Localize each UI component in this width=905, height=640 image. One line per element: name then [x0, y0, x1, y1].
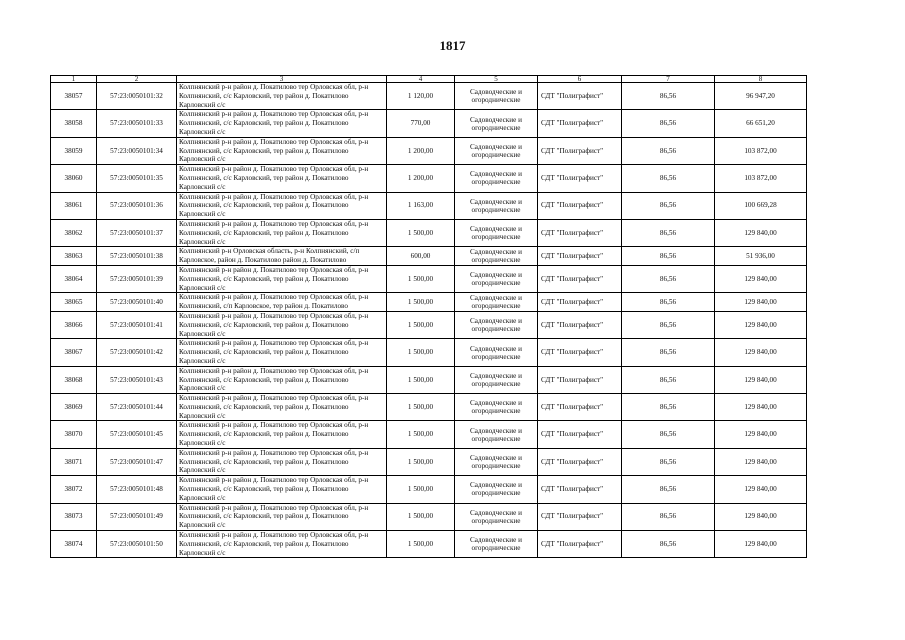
rate-cell: 86,56 — [622, 219, 715, 246]
rate-cell: 86,56 — [622, 192, 715, 219]
table-row — [51, 165, 807, 192]
cadastral-value-cell: 129 840,00 — [715, 265, 807, 292]
table-row — [51, 83, 807, 110]
address-cell: Колпнянский р-н район д. Покатилово тер Орловская обл, р-н Колпнянский, с/с Карловский, тер район д. Покатилово Карловский с/с — [177, 421, 387, 448]
cadastral-number-cell: 57:23:0050101:34 — [97, 137, 177, 164]
table-row — [51, 293, 807, 312]
registry-body — [51, 83, 807, 558]
area-cell: 1 500,00 — [387, 311, 455, 338]
cadastral-value-cell: 129 840,00 — [715, 219, 807, 246]
land-use-cell: Садоводческие и огороднические — [455, 311, 538, 338]
rate-cell: 86,56 — [622, 339, 715, 366]
table-row — [51, 531, 807, 558]
land-use-cell: Садоводческие и огороднические — [455, 137, 538, 164]
rate-cell: 86,56 — [622, 247, 715, 266]
address-cell: Колпнянский р-н район д. Покатилово тер Орловская обл, р-н Колпнянский, с/с Карловский, тер район д. Покатилово Карловский с/с — [177, 476, 387, 503]
registry-table — [50, 75, 807, 558]
organization-cell: СДТ "Полиграфист" — [538, 247, 622, 266]
area-cell: 1 500,00 — [387, 531, 455, 558]
row-number-cell: 38072 — [51, 476, 97, 503]
row-number-cell: 38059 — [51, 137, 97, 164]
cadastral-number-cell: 57:23:0050101:50 — [97, 531, 177, 558]
rate-cell: 86,56 — [622, 311, 715, 338]
table-row — [51, 265, 807, 292]
table-row — [51, 137, 807, 164]
column-header: 8 — [715, 76, 807, 83]
row-number-cell: 38061 — [51, 192, 97, 219]
land-use-cell: Садоводческие и огороднические — [455, 293, 538, 312]
cadastral-value-cell: 129 840,00 — [715, 503, 807, 530]
header-row — [51, 76, 807, 83]
organization-cell: СДТ "Полиграфист" — [538, 192, 622, 219]
cadastral-number-cell: 57:23:0050101:32 — [97, 83, 177, 110]
row-number-cell: 38060 — [51, 165, 97, 192]
cadastral-number-cell: 57:23:0050101:33 — [97, 110, 177, 137]
cadastral-value-cell: 129 840,00 — [715, 311, 807, 338]
area-cell: 1 200,00 — [387, 165, 455, 192]
rate-cell: 86,56 — [622, 421, 715, 448]
land-use-cell: Садоводческие и огороднические — [455, 503, 538, 530]
organization-cell: СДТ "Полиграфист" — [538, 137, 622, 164]
row-number-cell: 38069 — [51, 394, 97, 421]
rate-cell: 86,56 — [622, 293, 715, 312]
organization-cell: СДТ "Полиграфист" — [538, 531, 622, 558]
organization-cell: СДТ "Полиграфист" — [538, 165, 622, 192]
address-cell: Колпнянский р-н район д. Покатилово тер Орловская обл, р-н Колпнянский, с/п Карловское, тер район д. Покатилово — [177, 293, 387, 312]
organization-cell: СДТ "Полиграфист" — [538, 265, 622, 292]
address-cell: Колпнянский р-н район д. Покатилово тер Орловская обл, р-н Колпнянский, с/с Карловский, тер район д. Покатилово Карловский с/с — [177, 192, 387, 219]
address-cell: Колпнянский р-н район д. Покатилово тер Орловская обл, р-н Колпнянский, с/с Карловский, тер район д. Покатилово Карловский с/с — [177, 137, 387, 164]
address-cell: Колпнянский р-н район д. Покатилово тер Орловская обл, р-н Колпнянский, с/с Карловский, тер район д. Покатилово Карловский с/с — [177, 165, 387, 192]
table-row — [51, 421, 807, 448]
column-header: 7 — [622, 76, 715, 83]
organization-cell: СДТ "Полиграфист" — [538, 110, 622, 137]
land-use-cell: Садоводческие и огороднические — [455, 192, 538, 219]
organization-cell: СДТ "Полиграфист" — [538, 219, 622, 246]
table-row — [51, 192, 807, 219]
area-cell: 1 200,00 — [387, 137, 455, 164]
row-number-cell: 38073 — [51, 503, 97, 530]
row-number-cell: 38058 — [51, 110, 97, 137]
table-row — [51, 366, 807, 393]
cadastral-number-cell: 57:23:0050101:42 — [97, 339, 177, 366]
land-use-cell: Садоводческие и огороднические — [455, 247, 538, 266]
address-cell: Колпнянский р-н район д. Покатилово тер Орловская обл, р-н Колпнянский, с/с Карловский, тер район д. Покатилово Карловский с/с — [177, 394, 387, 421]
cadastral-number-cell: 57:23:0050101:39 — [97, 265, 177, 292]
rate-cell: 86,56 — [622, 503, 715, 530]
cadastral-value-cell: 51 936,00 — [715, 247, 807, 266]
area-cell: 600,00 — [387, 247, 455, 266]
area-cell: 1 120,00 — [387, 83, 455, 110]
land-use-cell: Садоводческие и огороднические — [455, 421, 538, 448]
address-cell: Колпнянский р-н район д. Покатилово тер Орловская обл, р-н Колпнянский, с/с Карловский, тер район д. Покатилово Карловский с/с — [177, 448, 387, 475]
address-cell: Колпнянский р-н район д. Покатилово тер Орловская обл, р-н Колпнянский, с/с Карловский, тер район д. Покатилово Карловский с/с — [177, 83, 387, 110]
land-use-cell: Садоводческие и огороднические — [455, 531, 538, 558]
organization-cell: СДТ "Полиграфист" — [538, 421, 622, 448]
address-cell: Колпнянский р-н район д. Покатилово тер Орловская обл, р-н Колпнянский, с/с Карловский, тер район д. Покатилово Карловский с/с — [177, 311, 387, 338]
area-cell: 1 500,00 — [387, 394, 455, 421]
address-cell: Колпнянский р-н район д. Покатилово тер Орловская обл, р-н Колпнянский, с/с Карловский, тер район д. Покатилово Карловский с/с — [177, 503, 387, 530]
rate-cell: 86,56 — [622, 476, 715, 503]
cadastral-number-cell: 57:23:0050101:36 — [97, 192, 177, 219]
area-cell: 1 500,00 — [387, 421, 455, 448]
area-cell: 1 500,00 — [387, 476, 455, 503]
organization-cell: СДТ "Полиграфист" — [538, 311, 622, 338]
rate-cell: 86,56 — [622, 394, 715, 421]
area-cell: 1 500,00 — [387, 448, 455, 475]
land-use-cell: Садоводческие и огороднические — [455, 219, 538, 246]
area-cell: 1 500,00 — [387, 293, 455, 312]
address-cell: Колпнянский р-н Орловская область, р-н Колпнянский, с/п Карловское, район д. Покатилово район д. Покатилово — [177, 247, 387, 266]
cadastral-number-cell: 57:23:0050101:47 — [97, 448, 177, 475]
table-row — [51, 311, 807, 338]
table-row — [51, 219, 807, 246]
row-number-cell: 38065 — [51, 293, 97, 312]
rate-cell: 86,56 — [622, 83, 715, 110]
cadastral-number-cell: 57:23:0050101:48 — [97, 476, 177, 503]
cadastral-value-cell: 96 947,20 — [715, 83, 807, 110]
rate-cell: 86,56 — [622, 110, 715, 137]
page-number: 1817 — [439, 38, 466, 53]
cadastral-value-cell: 129 840,00 — [715, 421, 807, 448]
address-cell: Колпнянский р-н район д. Покатилово тер Орловская обл, р-н Колпнянский, с/с Карловский, тер район д. Покатилово Карловский с/с — [177, 219, 387, 246]
area-cell: 1 500,00 — [387, 503, 455, 530]
table-row — [51, 247, 807, 266]
land-use-cell: Садоводческие и огороднические — [455, 265, 538, 292]
row-number-cell: 38062 — [51, 219, 97, 246]
row-number-cell: 38064 — [51, 265, 97, 292]
land-use-cell: Садоводческие и огороднические — [455, 476, 538, 503]
cadastral-value-cell: 103 872,00 — [715, 165, 807, 192]
rate-cell: 86,56 — [622, 448, 715, 475]
cadastral-value-cell: 129 840,00 — [715, 366, 807, 393]
cadastral-value-cell: 129 840,00 — [715, 476, 807, 503]
area-cell: 1 500,00 — [387, 366, 455, 393]
cadastral-number-cell: 57:23:0050101:41 — [97, 311, 177, 338]
row-number-cell: 38057 — [51, 83, 97, 110]
organization-cell: СДТ "Полиграфист" — [538, 366, 622, 393]
address-cell: Колпнянский р-н район д. Покатилово тер Орловская обл, р-н Колпнянский, с/с Карловский, тер район д. Покатилово Карловский с/с — [177, 110, 387, 137]
address-cell: Колпнянский р-н район д. Покатилово тер Орловская обл, р-н Колпнянский, с/с Карловский, тер район д. Покатилово Карловский с/с — [177, 339, 387, 366]
row-number-cell: 38063 — [51, 247, 97, 266]
organization-cell: СДТ "Полиграфист" — [538, 476, 622, 503]
table-row — [51, 339, 807, 366]
row-number-cell: 38074 — [51, 531, 97, 558]
land-use-cell: Садоводческие и огороднические — [455, 83, 538, 110]
column-header: 2 — [97, 76, 177, 83]
cadastral-value-cell: 129 840,00 — [715, 531, 807, 558]
area-cell: 1 500,00 — [387, 265, 455, 292]
address-cell: Колпнянский р-н район д. Покатилово тер Орловская обл, р-н Колпнянский, с/с Карловский, тер район д. Покатилово Карловский с/с — [177, 265, 387, 292]
land-use-cell: Садоводческие и огороднические — [455, 339, 538, 366]
cadastral-number-cell: 57:23:0050101:45 — [97, 421, 177, 448]
cadastral-value-cell: 66 651,20 — [715, 110, 807, 137]
cadastral-number-cell: 57:23:0050101:38 — [97, 247, 177, 266]
area-cell: 1 500,00 — [387, 339, 455, 366]
land-use-cell: Садоводческие и огороднические — [455, 448, 538, 475]
column-header: 6 — [538, 76, 622, 83]
rate-cell: 86,56 — [622, 137, 715, 164]
cadastral-value-cell: 129 840,00 — [715, 293, 807, 312]
address-cell: Колпнянский р-н район д. Покатилово тер Орловская обл, р-н Колпнянский, с/с Карловский, тер район д. Покатилово Карловский с/с — [177, 366, 387, 393]
cadastral-value-cell: 129 840,00 — [715, 339, 807, 366]
cadastral-value-cell: 100 669,28 — [715, 192, 807, 219]
row-number-cell: 38068 — [51, 366, 97, 393]
address-cell: Колпнянский р-н район д. Покатилово тер Орловская обл, р-н Колпнянский, с/с Карловский, тер район д. Покатилово Карловский с/с — [177, 531, 387, 558]
area-cell: 770,00 — [387, 110, 455, 137]
cadastral-value-cell: 129 840,00 — [715, 394, 807, 421]
table-row — [51, 476, 807, 503]
cadastral-number-cell: 57:23:0050101:49 — [97, 503, 177, 530]
cadastral-value-cell: 103 872,00 — [715, 137, 807, 164]
row-number-cell: 38067 — [51, 339, 97, 366]
column-header: 1 — [51, 76, 97, 83]
cadastral-number-cell: 57:23:0050101:44 — [97, 394, 177, 421]
land-use-cell: Садоводческие и огороднические — [455, 165, 538, 192]
rate-cell: 86,56 — [622, 366, 715, 393]
land-use-cell: Садоводческие и огороднические — [455, 110, 538, 137]
organization-cell: СДТ "Полиграфист" — [538, 83, 622, 110]
cadastral-number-cell: 57:23:0050101:35 — [97, 165, 177, 192]
cadastral-number-cell: 57:23:0050101:37 — [97, 219, 177, 246]
column-header: 4 — [387, 76, 455, 83]
cadastral-number-cell: 57:23:0050101:43 — [97, 366, 177, 393]
cadastral-value-cell: 129 840,00 — [715, 448, 807, 475]
table-row — [51, 394, 807, 421]
table-row — [51, 503, 807, 530]
area-cell: 1 500,00 — [387, 219, 455, 246]
rate-cell: 86,56 — [622, 165, 715, 192]
row-number-cell: 38066 — [51, 311, 97, 338]
row-number-cell: 38070 — [51, 421, 97, 448]
cadastral-number-cell: 57:23:0050101:40 — [97, 293, 177, 312]
organization-cell: СДТ "Полиграфист" — [538, 448, 622, 475]
land-use-cell: Садоводческие и огороднические — [455, 394, 538, 421]
rate-cell: 86,56 — [622, 531, 715, 558]
area-cell: 1 163,00 — [387, 192, 455, 219]
organization-cell: СДТ "Полиграфист" — [538, 293, 622, 312]
organization-cell: СДТ "Полиграфист" — [538, 339, 622, 366]
organization-cell: СДТ "Полиграфист" — [538, 394, 622, 421]
column-header: 5 — [455, 76, 538, 83]
rate-cell: 86,56 — [622, 265, 715, 292]
land-use-cell: Садоводческие и огороднические — [455, 366, 538, 393]
table-row — [51, 448, 807, 475]
table-row — [51, 110, 807, 137]
organization-cell: СДТ "Полиграфист" — [538, 503, 622, 530]
row-number-cell: 38071 — [51, 448, 97, 475]
column-header: 3 — [177, 76, 387, 83]
